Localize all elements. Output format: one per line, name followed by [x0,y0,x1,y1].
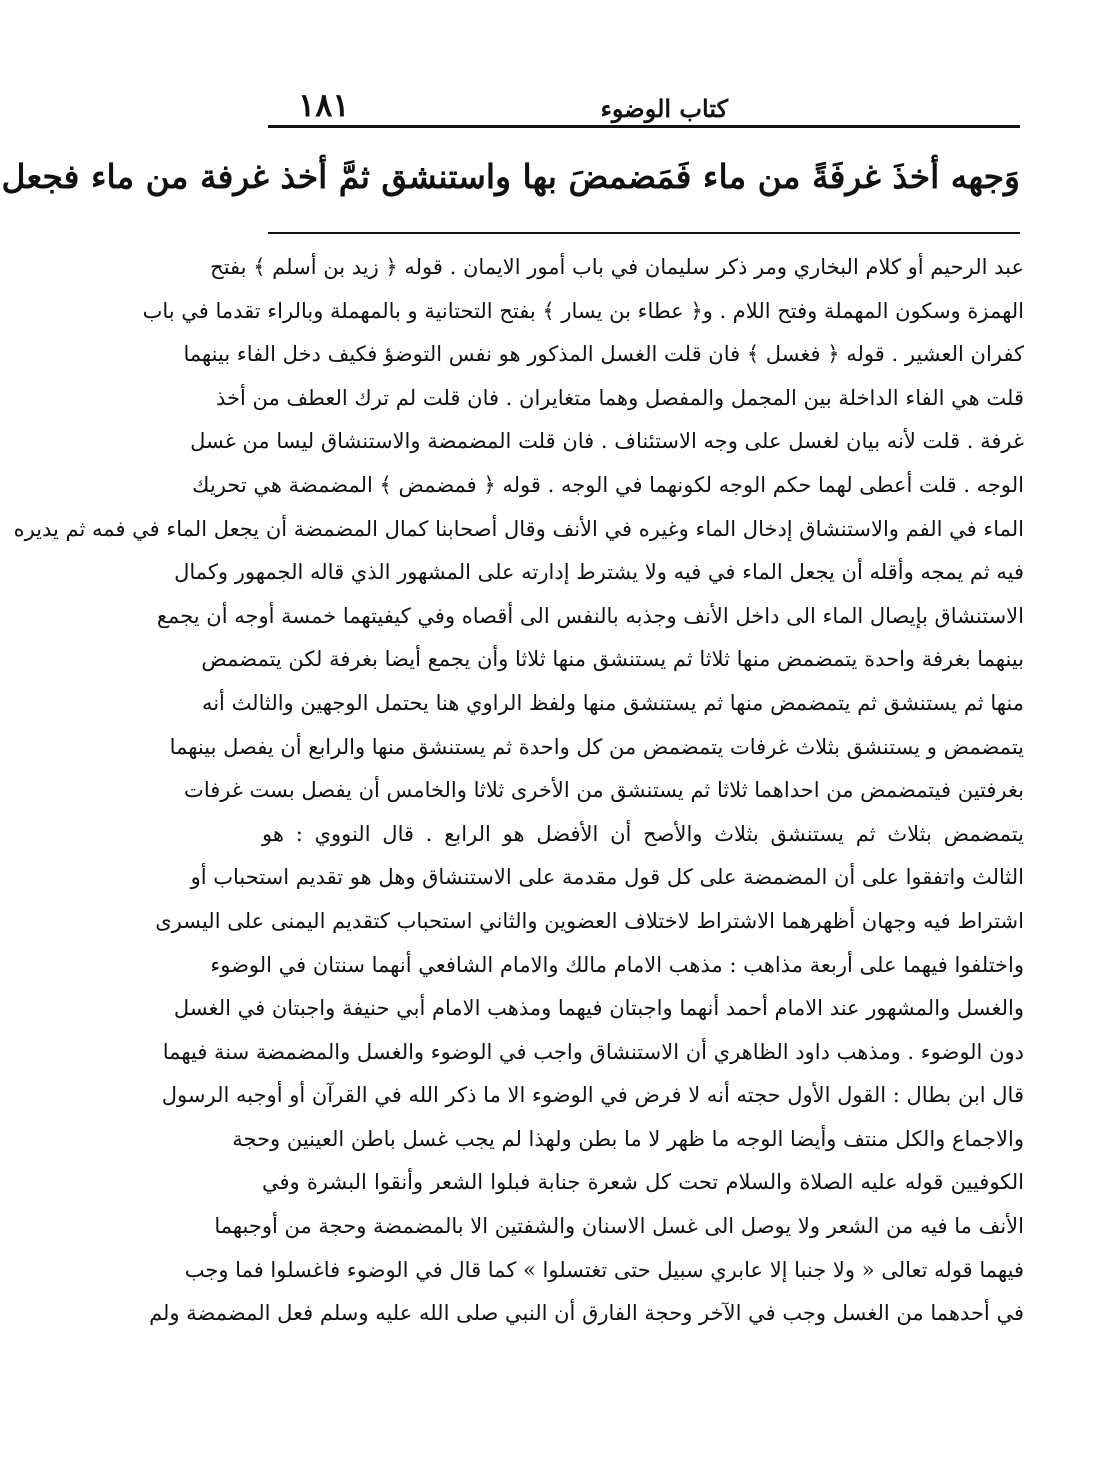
chapter-title: كتاب الوضوء [600,94,728,123]
page-header [268,86,1028,126]
commentary-line: بينهما بغرفة واحدة يتمضمض منها ثلاثا ثم يستنشق منها ثلاثا وأن يجمع أيضا بغرفة لكن يتمضمض [201,647,1024,672]
commentary-line: في أحدهما من الغسل وجب في الآخر وحجة الفارق أن النبي صلى الله عليه وسلم فعل المضمضة ولم [149,1301,1024,1326]
header-divider [268,125,1020,128]
commentary-line: الاستنشاق بإيصال الماء الى داخل الأنف وجذبه بالنفس الى أقصاه وفي كيفيتهما خمسة أوجه أن يجمع [156,603,1024,628]
commentary-line: فيهما قوله تعالى « ولا جنبا إلا عابري سبيل حتى تغتسلوا » كما قال في الوضوء فاغسلوا فما وجب [184,1257,1024,1282]
commentary-line: غرفة . قلت لأنه بيان لغسل على وجه الاستئناف . فان قلت المضمضة والاستنشاق ليسا من غسل [190,429,1024,454]
commentary-line: بغرفتين فيتمضمض من احداهما ثلاثا ثم يستنشق من الأخرى ثلاثا والخامس أن يفصل بست غرفات [184,778,1024,803]
commentary-block [13,246,1024,1336]
hadith-text: وَجهه أخذَ غرفَةً من ماء فَمَضمضَ بها واستنشق ثمَّ أخذ غرفة من ماء فجعل [1,157,1020,196]
commentary-line: والاجماع والكل منتف وأيضا الوجه ما ظهر لا ما بطن ولهذا لم يجب غسل باطن العينين وحجة [232,1126,1024,1151]
page-number: ١٨١ [298,86,350,124]
commentary-line: الأنف ما فيه من الشعر ولا يوصل الى غسل الاسنان والشفتين الا بالمضمضة وحجة من أوجبهما [214,1214,1024,1239]
commentary-line: الهمزة وسكون المهملة وفتح اللام . و﴿ عطاء بن يسار ﴾ بفتح التحتانية و بالمهملة وبالراء تقدما في باب [142,298,1024,323]
commentary-line: عبد الرحيم أو كلام البخاري ومر ذكر سليمان في باب أمور الايمان . قوله ﴿ زيد بن أسلم ﴾ بفتح [210,255,1024,279]
commentary-line: يتمضمض و يستنشق بثلاث غرفات يتمضمض من كل واحدة ثم يستنشق منها والرابع أن يفصل بينهما [169,734,1024,759]
commentary-line: قلت هي الفاء الداخلة بين المجمل والمفصل وهما متغايران . فان قلت لم ترك العطف من أخذ [215,385,1024,410]
commentary-line: الوجه . قلت أعطى لهما حكم الوجه لكونهما في الوجه . قوله ﴿ فمضمض ﴾ المضمضة هي تحريك [192,472,1024,497]
commentary-line: كفران العشير . قوله ﴿ فغسل ﴾ فان قلت الغسل المذكور هو نفس التوضؤ فكيف دخل الفاء بينهما [183,342,1024,367]
commentary-line: واختلفوا فيهما على أربعة مذاهب : مذهب الامام مالك والامام الشافعي أنهما سنتان في الوضوء [210,952,1024,977]
commentary-line: اشتراط فيه وجهان أظهرهما الاشتراط لاختلاف العضوين والثاني استحباب كتقديم اليمنى على اليسرى [155,908,1024,933]
commentary-line: الماء في الفم والاستنشاق إدخال الماء وغيره في الأنف وقال أصحابنا كمال المضمضة أن يجعل الماء في فمه ثم يديره [13,516,1024,541]
commentary-line: الكوفيين قوله عليه الصلاة والسلام تحت كل شعرة جنابة فبلوا الشعر وأنقوا البشرة وفي [262,1170,1024,1195]
commentary-line: والغسل والمشهور عند الامام أحمد أنهما واجبتان فيهما ومذهب الامام أبي حنيفة واجبتان في الغسل [173,996,1024,1021]
commentary-line: قال ابن بطال : القول الأول حجته أنه لا فرض في الوضوء الا ما ذكر الله في القرآن أو أوجبه الرسول [161,1083,1024,1108]
commentary-line: دون الوضوء . ومذهب داود الظاهري أن الاستنشاق واجب في الوضوء والغسل والمضمضة سنة فيهما [162,1039,1024,1064]
commentary-line: يتمضمض بثلاث ثم يستنشق بثلاث والأصح أن الأفضل هو الرابع . قال النووي : هو [262,821,1024,846]
hadith-divider [268,232,1020,234]
commentary-line: الثالث واتفقوا على أن المضمضة على كل قول مقدمة على الاستنشاق وهل هو تقديم استحباب أو [190,865,1024,890]
commentary-line: فيه ثم يمجه وأقله أن يجعل الماء في فيه ولا يشترط إدارته على المشهور الذي قاله الجمهور وكمال [174,560,1024,585]
commentary-line: منها ثم يستنشق ثم يتمضمض منها ثم يستنشق منها ولفظ الراوي هنا يحتمل الوجهين والثالث أنه [201,690,1024,715]
